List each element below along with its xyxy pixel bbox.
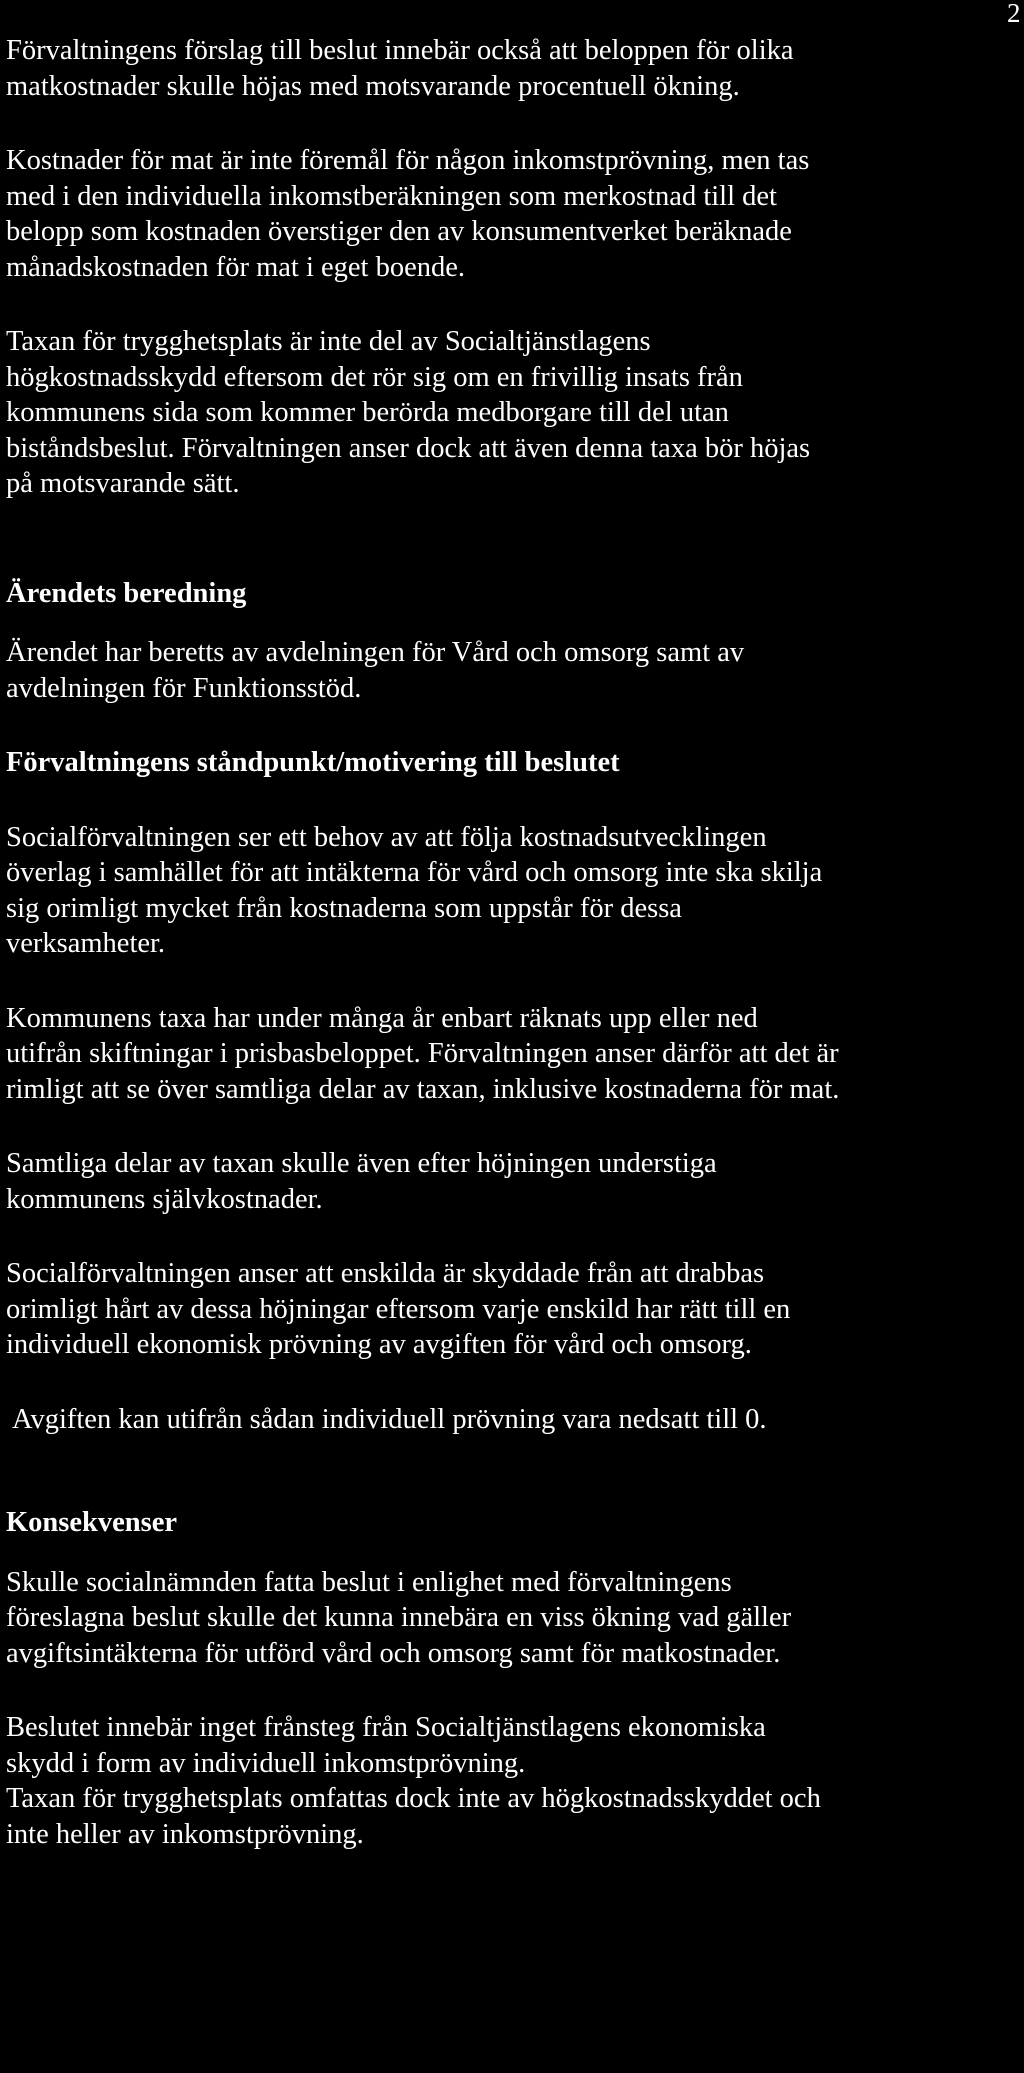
text-line: individuell ekonomisk prövning av avgiften för vård och omsorg. [6, 1329, 752, 1360]
paragraph-cost-development [6, 820, 1024, 962]
text-line: skydd i form av individuell inkomstprövning. [6, 1747, 526, 1779]
text-line: biståndsbeslut. Förvaltningen anser dock att även denna taxa bör höjas [6, 432, 811, 464]
text-line: kommunens självkostnader. [6, 1183, 323, 1215]
paragraph-income-assessment [6, 1710, 1024, 1852]
text-line: månadskostnaden för mat i eget boende. [6, 251, 466, 283]
text-line: Taxan för trygghetsplats är inte del av Socialtjänstlagens [6, 326, 651, 357]
text-line: sig orimligt mycket från kostnaderna som uppstår för dessa [6, 892, 682, 924]
text-line: högkostnadsskydd eftersom det rör sig om en frivillig insats från [6, 361, 743, 393]
page-number: 2 [1007, 0, 1021, 28]
paragraph-municipal-fee-history [6, 1001, 1024, 1108]
text-line: Socialförvaltningen anser att enskilda är skyddade från att drabbas [6, 1258, 765, 1289]
text-line: Beslutet innebär inget frånsteg från Socialtjänstlagens ekonomiska [6, 1712, 766, 1743]
text-line: avgiftsintäkterna för utförd vård och omsorg samt för matkostnader. [6, 1637, 781, 1669]
text-line: på motsvarande sätt. [6, 468, 240, 499]
text-line: Kommunens taxa har under många år enbart räknats upp eller ned [6, 1002, 758, 1034]
text-line: Socialförvaltningen ser ett behov av att följa kostnadsutvecklingen [6, 821, 767, 853]
text-line: inte heller av inkomstprövning. [6, 1818, 364, 1850]
document-body [6, 33, 1024, 1852]
text-line: avdelningen för Funktionsstöd. [6, 672, 362, 704]
text-line: rimligt att se över samtliga delar av taxan, inklusive kostnaderna för mat. [6, 1073, 840, 1105]
paragraph-proposal-meals [6, 33, 1024, 104]
heading-consequences: Konsekvenser [6, 1507, 177, 1538]
text-line: föreslagna beslut skulle det kunna innebära en viss ökning vad gäller [6, 1602, 792, 1633]
text-line: Ärendet har beretts av avdelningen för Vård och omsorg samt av [6, 637, 745, 668]
text-line: Avgiften kan utifrån sådan individuell prövning vara nedsatt till 0. [12, 1403, 767, 1435]
text-line: belopp som kostnaden överstiger den av konsumentverket beräknade [6, 216, 792, 247]
paragraph-safety-place-fee [6, 324, 1024, 502]
text-line: Taxan för trygghetsplats omfattas dock inte av högkostnadsskyddet och [6, 1783, 821, 1814]
text-line: kommunens sida som kommer berörda medborgare till del utan [6, 397, 729, 428]
text-line: Samtliga delar av taxan skulle även efter höjningen understiga [6, 1148, 717, 1179]
text-line: Skulle socialnämnden fatta beslut i enlighet med förvaltningens [6, 1566, 732, 1598]
text-line: Kostnader för mat är inte föremål för någon inkomstprövning, men tas [6, 145, 810, 176]
text-line: utifrån skiftningar i prisbasbeloppet. Förvaltningen anser därför att det är [6, 1038, 839, 1069]
heading-case-preparation: Ärendets beredning [6, 577, 247, 609]
paragraph-meal-costs [6, 143, 1024, 285]
text-line: Förvaltningens förslag till beslut innebär också att beloppen för olika [6, 35, 794, 66]
paragraph-case-preparation [6, 635, 1024, 706]
paragraph-individual-protection [6, 1256, 1024, 1363]
text-line: verksamheter. [6, 928, 166, 959]
paragraph-self-cost [6, 1146, 1024, 1217]
heading-administration-position: Förvaltningens ståndpunkt/motivering till beslutet [6, 747, 620, 778]
text-line: orimligt hårt av dessa höjningar eftersom varje enskild har rätt till en [6, 1293, 791, 1325]
text-line: överlag i samhället för att intäkterna för vård och omsorg inte ska skilja [6, 857, 823, 888]
paragraph-consequences [6, 1565, 1024, 1672]
text-line: med i den individuella inkomstberäkningen som merkostnad till det [6, 180, 777, 212]
text-line: matkostnader skulle höjas med motsvarande procentuell ökning. [6, 70, 740, 102]
paragraph-reduced-fee [6, 1402, 1024, 1438]
